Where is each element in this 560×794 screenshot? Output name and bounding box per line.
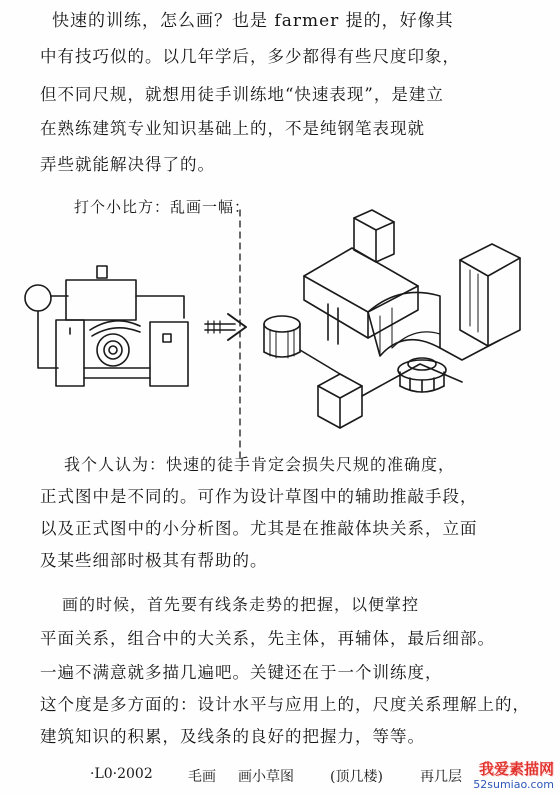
paragraph1-line: 快速的训练，怎么画？也是 farmer 提的，好像其 <box>52 11 454 31</box>
watermark-url: 52sumiao.com <box>473 778 554 791</box>
footer-date: ·L0·2002 <box>90 766 153 782</box>
paragraph1-line: 弄些就能解决得了的。 <box>40 155 215 174</box>
watermark-title: 我爱素描网 <box>478 760 554 778</box>
paragraph2-line: 我个人认为：快速的徒手肯定会损失尺规的准确度， <box>64 455 456 474</box>
plan-drawing <box>25 266 188 386</box>
paragraph2-line: 以及正式图中的小分析图。尤其是在推敲体块关系，立面 <box>40 519 478 538</box>
paragraph1-line: 在熟练建筑专业知识基础上的，不是纯钢笔表现就 <box>40 119 425 138</box>
footer-fragment: (顶几楼) <box>330 769 383 785</box>
footer-fragment: 毛画 <box>188 769 216 785</box>
footer-fragment: 画小草图 <box>238 769 294 785</box>
paragraph2-line: 这个度是多方面的：设计水平与应用上的，尺度关系理解上的， <box>40 695 530 714</box>
paragraph1-line: 但不同尺规，就想用徒手训练地“快速表现”，是建立 <box>40 85 444 104</box>
paragraph2-line: 平面关系，组合中的大关系，先主体，再辅体，最后细部。 <box>40 629 495 648</box>
plan-to-axonometric-sketch <box>0 200 560 460</box>
site-watermark <box>473 762 554 790</box>
paragraph2-line: 一遍不满意就多描几遍吧。关键还在于一个训练度， <box>40 663 443 682</box>
paragraph2-line: 正式图中是不同的。可作为设计草图中的辅助推敲手段， <box>40 487 478 506</box>
footer-fragment: 再几层 <box>420 769 462 785</box>
paragraph2-line: 画的时候，首先要有线条走势的把握，以便掌控 <box>62 595 420 614</box>
paragraph2-line: 及某些细部时极其有帮助的。 <box>40 551 268 570</box>
axonometric-drawing <box>264 210 520 428</box>
paragraph2-line: 建筑知识的积累，及线条的良好的把握力，等等。 <box>40 727 425 746</box>
paragraph1-line: 中有技巧似的。以几年学后，多少都得有些尺度印象， <box>40 47 460 66</box>
example-caption: 打个小比方：乱画一幅： <box>74 198 251 216</box>
